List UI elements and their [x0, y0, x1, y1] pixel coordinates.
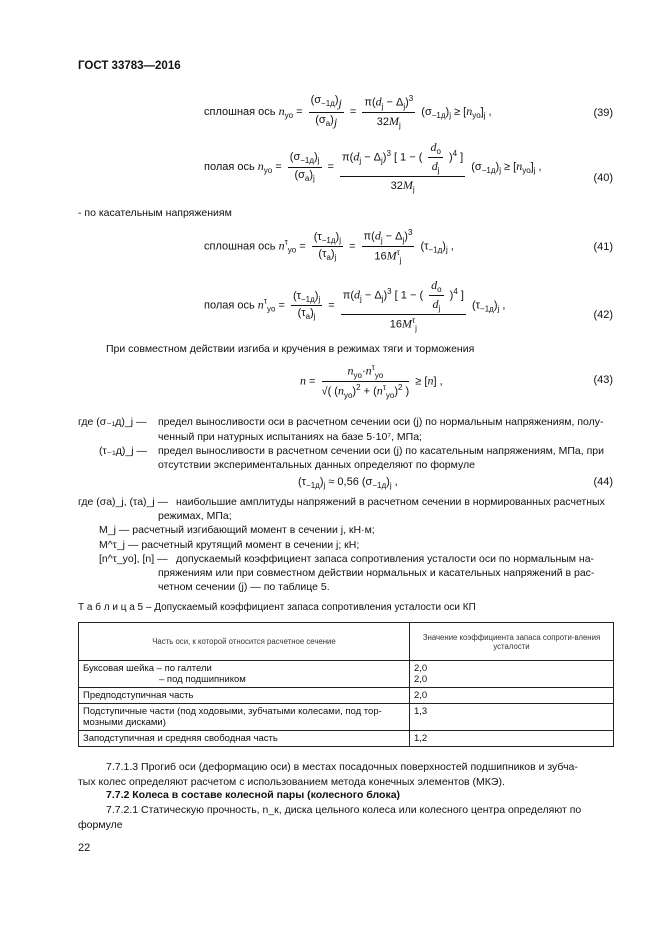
paragraph-7-7-1-3: 7.7.1.3 Прогиб оси (деформацию оси) в местах посадочных поверхностей подшипников и зубча- тых колес определяют расчетом с использованием метода конечных элементов (МКЭ).	[78, 761, 578, 788]
table-cell-part: Подступичные части (под ходовыми, зубчатыми колесами, под тор- мозными дисками)	[79, 704, 410, 731]
eq43-number: (43)	[593, 374, 613, 386]
paragraph-7-7-2-1: 7.7.2.1 Статическую прочность, n_к, диска цельного колеса или колесного центра определяют по формуле	[78, 804, 582, 831]
definition-tau-sym: (τ₋₁д)_j —	[99, 445, 147, 457]
definition-sigma-sym: где (σ₋₁д)_j —	[78, 416, 147, 428]
table-cell-value: 1,3	[410, 704, 614, 731]
eq39-label: сплошная ось	[204, 105, 276, 118]
eq44-number: (44)	[593, 476, 613, 488]
table-cell-value: 2,0	[410, 688, 614, 704]
eq41-label: сплошная ось	[204, 240, 276, 253]
definition-allowable-sym: [n^τ_yo], [n] —	[99, 553, 168, 565]
definition-allowable-line1: допускаемый коэффициент запаса сопротивления усталости оси по нормальным на-	[176, 553, 595, 565]
eq40-number: (40)	[593, 172, 613, 184]
definition-torque: M^τ_j — расчетный крутящий момент в сечении j; кН;	[99, 539, 360, 551]
definition-tau-line1: предел выносливости в расчетном сечении оси (j) по касательным напряжениям, МПа, при	[158, 445, 604, 457]
combined-intro: При совместном действии изгиба и кручения в режимах тяги и торможения	[106, 343, 475, 355]
definition-sigma-line1: предел выносливости оси в расчетном сечении оси (j) по нормальным напряжениям, полу-	[158, 416, 604, 428]
tangent-intro: - по касательным напряжениям	[78, 207, 232, 219]
table-cell-value: 2,0 2,0	[410, 661, 614, 688]
table5-header-row	[79, 623, 614, 661]
eq42-label: полая ось	[204, 299, 255, 312]
equation-41: сплошная ось $n^\tau_{yo}$ = $\frac{(\tau_{-1д})_j}{(\tau_a)_j}$ = $\frac{\pi(d_j - \Delta_j)^3}{16M^\tau_j}$ $(\tau_{-1д})_j$ ,	[204, 228, 454, 265]
equation-42: полая ось $n^\tau_{yo}$ = $\frac{(\tau_{-1д})_j}{(\tau_a)_j}$ = $\pi(d_j - \Delta_j)^3$ [ 1 − ( $\frac{d_o}{d_j}$ )$^4$ ] $16M^\tau_j$ $(\tau_{-1д})_j$ ,	[204, 278, 506, 333]
table-cell-part: Буксовая шейка – по галтели – под подшипником	[79, 661, 410, 688]
eq40-label: полая ось	[204, 161, 255, 173]
table-row	[79, 704, 614, 731]
table5	[78, 622, 614, 747]
eq39-number: (39)	[593, 107, 613, 119]
equation-44: $(\tau_{-1д})_j \approx 0,56$ $(\sigma_{-1д})_j$ ,	[298, 476, 398, 491]
equation-40: полая ось $n_{yo}$ = $\frac{(\sigma_{-1д})_j}{(\sigma_a)_j}$ = $\pi(d_j - \Delta_j)^3$ [ 1 − ( $\frac{d_o}{d_j}$ )$^4$ ] $32M_j$ $(\sigma_{-1д})_j \ge [n_{yo}]_j$ ,	[204, 140, 542, 195]
definition-amplitude-line2: режимах, МПа;	[158, 510, 232, 522]
section-heading-7-7-2: 7.7.2 Колеса в составе колесной пары (колесного блока)	[106, 789, 401, 801]
page-number: 22	[78, 842, 91, 854]
table-row	[79, 661, 614, 688]
table-cell-part: Предподступичная часть	[79, 688, 410, 704]
eq42-number: (42)	[593, 309, 613, 321]
table5-col-value: Значение коэффициента запаса сопроти-вления усталости	[410, 623, 614, 661]
definition-tau-line2: отсутствии экспериментальных данных определяют по формуле	[158, 459, 475, 471]
eq41-number: (41)	[593, 241, 613, 253]
table5-col-part: Часть оси, к которой относится расчетное сечение	[79, 623, 410, 661]
equation-43: n = $\frac{n_{yo}\cdot n^\tau_{yo}}{√( (n_{yo})^2 + (n^\tau_{yo})^2 )}$ ≥ [n] ,	[300, 363, 443, 400]
definition-amplitude-line1: наибольшие амплитуды напряжений в расчетном сечении в нормированных расчетных	[176, 496, 605, 508]
definition-sigma-line2: ченный при натурных испытаниях на базе 5·10⁷, МПа;	[158, 431, 422, 443]
table-row	[79, 731, 614, 747]
table-cell-value: 1,2	[410, 731, 614, 747]
definition-amplitude-sym: где (σa)_j, (τa)_j —	[78, 496, 169, 508]
equation-39: сплошная ось $n_{yo}$ = $\frac{(\sigma_{-1д})_j}{(\sigma_a)_j}$ = $\frac{\pi(d_j - \Delta_j)^3}{32M_j}$ $(\sigma_{-1д})_j \ge [n_{yo}]_j$ ,	[204, 94, 492, 131]
definition-allowable-line3: четном сечении (j) — по таблице 5.	[158, 581, 330, 593]
definition-bending-moment: M_j — расчетный изгибающий момент в сечении j, кН·м;	[99, 524, 375, 536]
table5-caption: Т а б л и ц а 5 – Допускаемый коэффициент запаса сопротивления усталости оси КП	[78, 602, 476, 613]
table-cell-part: Заподступичная и средняя свободная часть	[79, 731, 410, 747]
definition-allowable-line2: пряжениям или при совместном действии нормальных и касательных напряжений в рас-	[158, 567, 595, 579]
document-code: ГОСТ 33783—2016	[78, 60, 181, 72]
table-row	[79, 688, 614, 704]
